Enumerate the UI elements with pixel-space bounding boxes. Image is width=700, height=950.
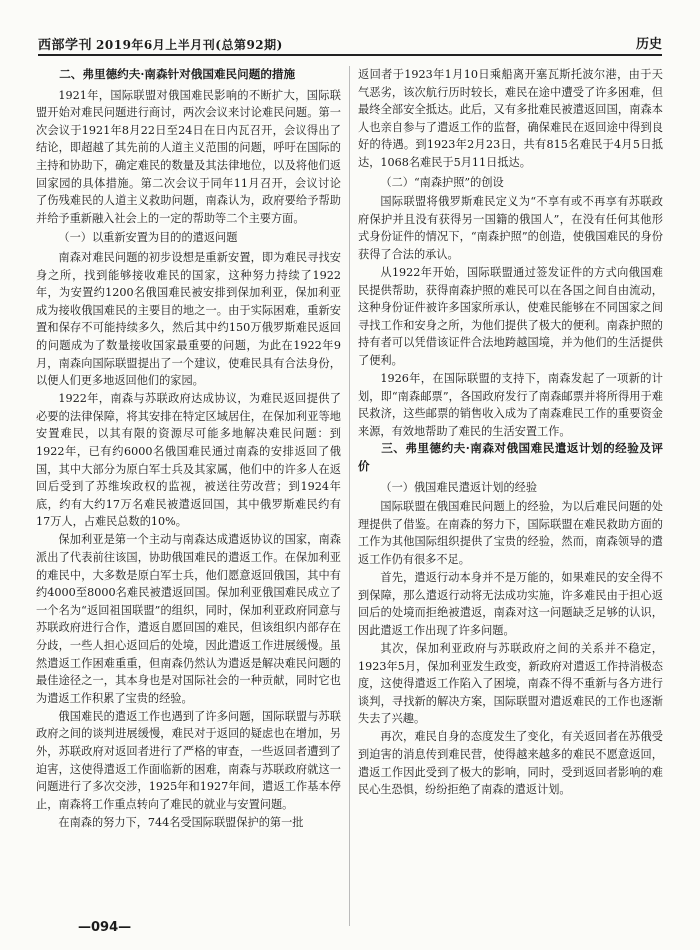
subsection-heading: （二）“南森护照”的创设 [380,175,504,189]
section-heading: 二、弗里德约夫·南森针对俄国难民问题的措施 [59,67,296,81]
paragraph: 国际联盟在俄国难民问题上的经验，为以后难民问题的处理提供了借鉴。在南森的努力下，国际联盟在难民救助方面的工作为其他国际组织提供了宝贵的经验，然而，南森领导的遣返工作仍有很多不足。 [358,500,663,567]
paragraph: 从1922年开始，国际联盟通过签发证件的方式向俄国难民提供帮助，获得南森护照的难民可以在各国之间自由流动，这种身份证件被许多国家所承认，使难民能够在不同国家之间寻找工作和安身之所，为他们提供了极大的便利。南森护照的持有者可以凭借该证件合法地跨越国境，并为他们的生活提供了便利。 [358,266,663,367]
subsection-heading: （一）俄国难民遣返计划的经验 [380,480,538,494]
section-heading: 三、弗里德约夫·南森对俄国难民遣返计划的经验及评价 [358,441,663,474]
paragraph: 在南森的努力下，744名受国际联盟保护的第一批 [58,815,304,829]
page-number: —094— [78,920,132,935]
paragraph: 保加利亚是第一个主动与南森达成遣返协议的国家，南森派出了代表前往该国，协助俄国难民的遣返工作。在保加利亚的难民中，大多数是原白军士兵，他们愿意返回俄国，其中有约4000至8000名难民被遣返回国。保加利亚俄国难民成立了一个名为“返回祖国联盟”的组织，同时，保加利亚政府同意与苏联政府进行合作，遣返自愿回国的难民，但该组织内部存在分歧，一些人担心返回后的处境，因此遣返工作进展缓慢。虽然遣返工作困难重重，但南森仍然认为遣返是解决难民问题的最佳途径之一，其本身也是对国际社会的一种贡献，同时它也为遣返工作积累了宝贵的经验。 [36,533,341,705]
paragraph: 南森对难民问题的初步设想是重新安置，即为难民寻找安身之所，找到能够接收难民的国家，这种努力持续了1922年，为安置约1200名俄国难民被安排到保加利亚，保加利亚成为接收俄国难民的主要目的地之一。由于实际困难，重新安置和保存不可能持续多久，然后其中约150万俄罗斯难民返回的问题成为了数量接收国家最重要的问题，为此在1922年9月，南森向国际联盟提出了一个建议，使难民具有合法身份，以便人们更多地返回他们的家园。 [36,250,341,388]
paragraph: 俄国难民的遣返工作也遇到了许多问题，国际联盟与苏联政府之间的谈判进展缓慢，难民对于返回的疑虑也在增加，另外，苏联政府对返回者进行了严格的审查，一些返回者遭到了迫害，这使得遣返工作面临新的困难，南森与苏联政府就这一问题进行了多次交涉，1925年和1927年间，遣返工作基本停止，南森将工作重点转向了难民的就业与安置问题。 [36,709,341,811]
paragraph-continued: 返回者于1923年1月10日乘船离开塞瓦斯托波尔港，由于天气恶劣，该次航行历时较长，难民在途中遭受了许多困难，但最终全部安全抵达。此后，又有多批难民被遣返回国，南森本人也亲自参与了遣返工作的监督，确保难民在返回途中得到良好的待遇。到1923年2月23日，共有815名难民于4月5日抵达，1068名难民于5月11日抵达。 [358,68,663,169]
column-divider [349,66,350,926]
right-column [358,66,663,799]
paragraph: 1926年，在国际联盟的支持下，南森发起了一项新的计划，即“南森邮票”，各国政府发行了南森邮票并将所得用于难民救济，这些邮票的销售收入成为了南森难民工作的重要资金来源，有效地帮助了难民的生活安置工作。 [358,372,663,438]
paragraph: 国际联盟将俄罗斯难民定义为“不享有或不再享有苏联政府保护并且没有获得另一国籍的俄国人”，在没有任何其他形式身份证件的情况下，“南森护照”的创造，使俄国难民的身份获得了合法的承认。 [358,195,663,261]
page-header [38,32,662,56]
paragraph: 其次，保加利亚政府与苏联政府之间的关系并不稳定，1923年5月，保加利亚发生政变，新政府对遣返工作持消极态度，这使得遣返工作陷入了困境，南森不得不重新与各方进行谈判，寻找新的解决方案，国际联盟对遣返难民的工作也逐渐失去了兴趣。 [358,642,663,726]
paragraph: 再次，难民自身的态度发生了变化，有关返回者在苏俄受到迫害的消息传到难民营，使得越来越多的难民不愿意返回，遣返工作因此受到了极大的影响，同时，受到返回者影响的难民心生恐惧，纷纷拒绝了南森的遣返计划。 [358,730,663,797]
journal-brand: 西部学刊 [38,38,93,53]
paragraph: 1922年，南森与苏联政府达成协议，为难民返回提供了必要的法律保障，将其安排在特定区域居住，在保加利亚等地安置难民，以其有限的资源尽可能多地解决难民问题：到1922年，已有约6000名俄国难民通过南森的安排返回了俄国，其中大部分为原白军士兵及其家属，他们中的许多人在返回后受到了苏维埃政权的监视，被送往劳改营；到1924年底，约有大约17万名难民被遣返回国，其中俄罗斯难民约有17万人，占难民总数的10%。 [36,392,341,529]
left-column [36,66,341,832]
paragraph: 首先，遣返行动本身并不是万能的，如果难民的安全得不到保障，那么遣返行动将无法成功实施，许多难民由于担心返回后的处境而拒绝被遣返，南森对这一问题缺乏足够的认识，因此遣返工作出现了许多问题。 [358,571,663,637]
paragraph: 1921年，国际联盟对俄国难民影响的不断扩大，国际联盟开始对难民问题进行商讨，两次会议来讨论难民问题。第一次会议于1921年8月22日至24日在日内瓦召开，会议得出了结论，即超越了其先前的人道主义范围的问题，呼吁在国际的主持和协助下，确定难民的数量及其法律地位，以及将他们返回家园的具体措施。第二次会议于同年11月召开，会议讨论了伤残难民的人道主义救助问题，南森认为，政府要给予帮助并给予重新融入社会上的一定的帮助等二个主要方面。 [36,88,341,225]
journal-title [38,34,283,53]
journal-issue: 2019年6月上半月刊(总第92期) [96,38,283,52]
subsection-heading: （一）以重新安置为目的的遣返问题 [58,231,238,245]
header-rule [38,54,662,56]
section-label: 历史 [635,37,662,52]
